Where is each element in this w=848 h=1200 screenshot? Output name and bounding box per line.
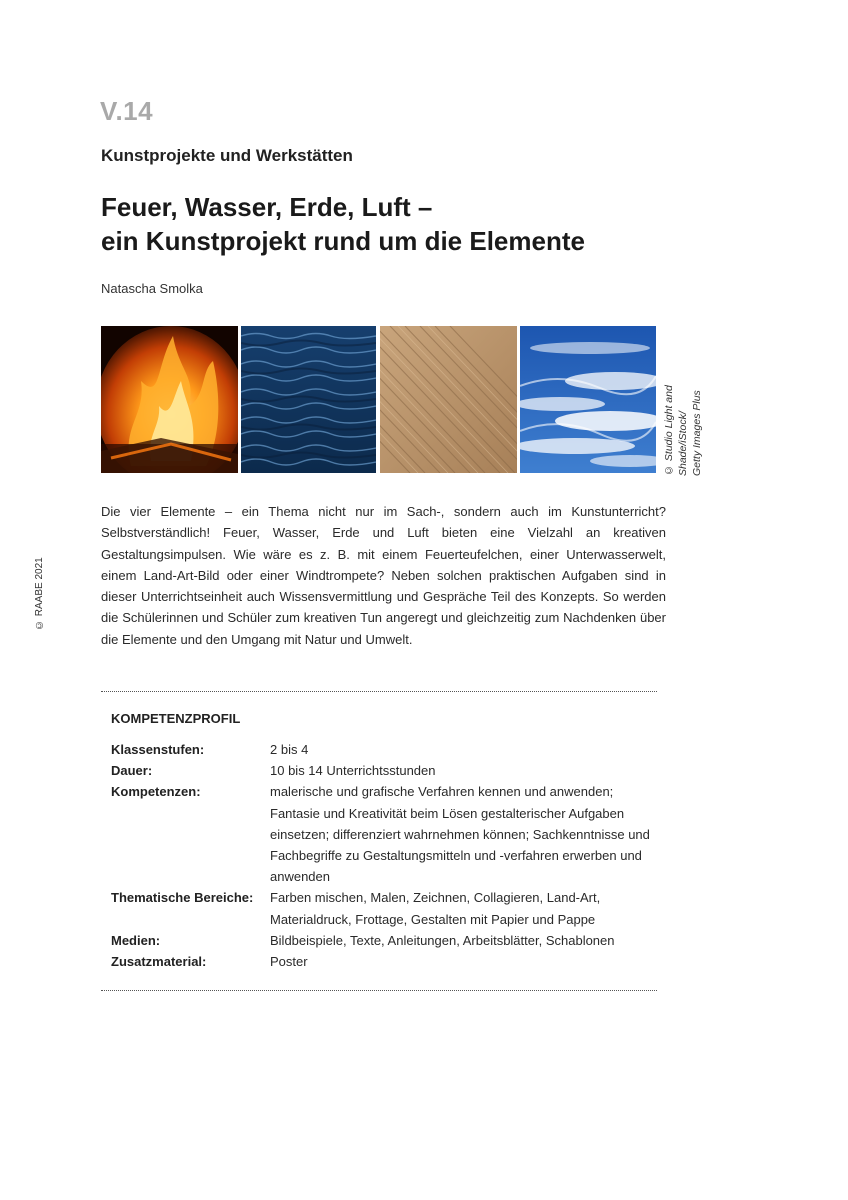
credit-line-2: Getty Images Plus [691, 390, 703, 476]
row-label: Klassenstufen: [111, 742, 205, 757]
row-value: Bildbeispiele, Texte, Anleitungen, Arbeitsblätter, Schablonen [270, 932, 615, 948]
row-label: Kompetenzen: [111, 784, 201, 800]
row-label: Medien: [111, 932, 161, 948]
row-value: Poster [270, 954, 308, 970]
row-label: Dauer: [111, 763, 153, 779]
credit-line-1: © Studio Light and Shade/iStock/ [663, 385, 689, 476]
table-row [111, 739, 656, 760]
water-photo [241, 326, 376, 473]
row-label: Thematische Bereiche: [111, 890, 254, 906]
kompetenzprofil-table [111, 739, 656, 972]
side-copyright: © RAABE 2021 [34, 557, 45, 630]
row-value: 10 bis 14 Unterrichtsstunden [270, 763, 436, 779]
title-line-1: Feuer, Wasser, Erde, Luft – [101, 192, 433, 222]
section-number: V.14 [100, 96, 154, 126]
page-title [101, 190, 585, 258]
top-divider [101, 691, 657, 692]
row-value: malerische und grafische Verfahren kennen und anwenden; Fantasie und Kreativität beim Lösen gestalterischer Aufgaben einsetzen; differenziert wahrnehmen können; Sachkenntnisse und Fachbegriffe zu Gestaltungsmitteln und -verfahren erwerben und anwenden [270, 784, 650, 885]
kompetenzprofil-title: KOMPETENZPROFIL [111, 711, 241, 726]
table-row [111, 781, 656, 887]
table-row [111, 760, 656, 781]
intro-paragraph: Die vier Elemente – ein Thema nicht nur im Sach-, sondern auch im Kunstunterricht? Selbstverständlich! Feuer, Wasser, Erde und Luft bieten eine Vielzahl an kreativen Gestaltungsimpulsen. Wie wäre es z. B. mit einem Feuerteufelchen, einer Unterwasserwelt, einem Land-Art-Bild oder einer Windtrompete? Neben solchen praktischen Aufgaben sind in dieser Unterrichtseinheit auch Wissensvermittlung und Gespräche Teil des Konzepts. So werden die Schülerinnen und Schüler zum kreativen Tun angeregt und gleichzeitig zum Nachdenken über die Elemente und den Umgang mit Natur und Umwelt. [101, 504, 666, 647]
bottom-divider [101, 990, 657, 991]
row-label: Zusatzmaterial: [111, 954, 207, 970]
row-value: 2 bis 4 [270, 742, 309, 757]
author-name: Natascha Smolka [101, 281, 203, 296]
air-photo [520, 326, 656, 473]
series-title: Kunstprojekte und Werkstätten [101, 146, 353, 165]
earth-photo [380, 326, 517, 473]
table-row [111, 951, 656, 972]
title-line-2: ein Kunstprojekt rund um die Elemente [101, 226, 585, 256]
row-value: Farben mischen, Malen, Zeichnen, Collagieren, Land-Art, Materialdruck, Frottage, Gestalten mit Papier und Pappe [270, 890, 601, 927]
photo-credit [662, 321, 702, 476]
table-row [111, 930, 656, 951]
fire-photo [101, 326, 238, 473]
table-row [111, 887, 656, 929]
